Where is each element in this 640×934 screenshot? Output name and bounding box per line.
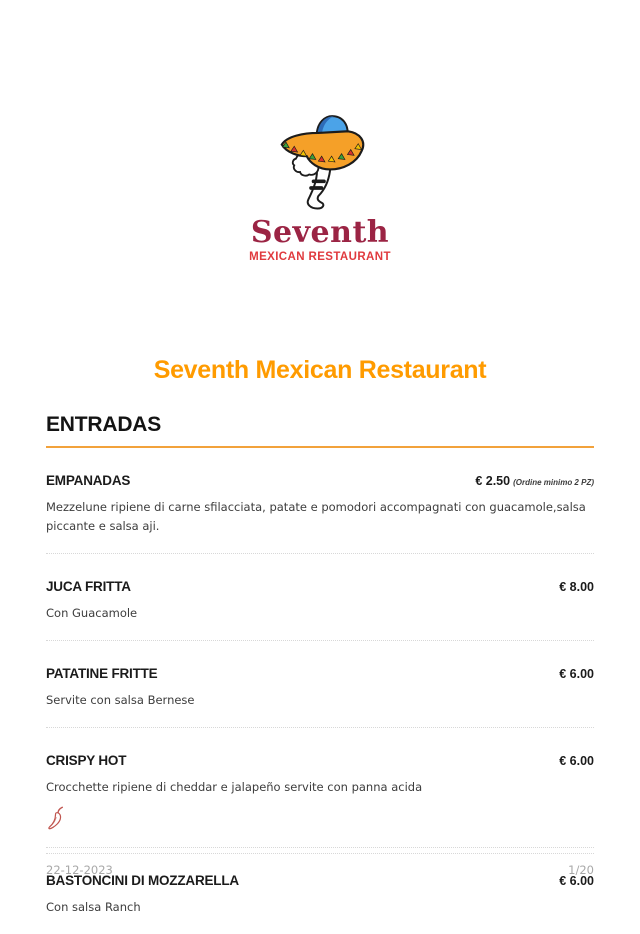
item-price	[559, 750, 594, 769]
price-value: € 2.50	[475, 474, 511, 488]
page-footer	[46, 853, 594, 877]
item-description: Con Guacamole	[46, 605, 138, 620]
footer-date: 22-12-2023	[46, 863, 113, 877]
item-description: Con salsa Ranch	[46, 899, 141, 914]
item-description: Servite con salsa Bernese	[46, 692, 195, 707]
menu-item-crispy-hot	[46, 728, 594, 848]
item-price	[559, 663, 594, 682]
price-note: (Ordine minimo 2 PZ)	[513, 478, 594, 487]
price-value: € 6.00	[559, 873, 594, 888]
item-price	[475, 470, 594, 489]
item-head	[46, 663, 594, 682]
item-name: PATATINE FRITTE	[46, 665, 158, 681]
brand-name: Seventh	[250, 215, 390, 250]
item-head	[46, 470, 594, 489]
price-value: € 8.00	[559, 579, 594, 594]
menu-item-empanadas	[46, 448, 594, 554]
footer-page-number: 1/20	[568, 863, 594, 877]
section-title-entradas: ENTRADAS	[46, 413, 594, 448]
item-name: CRISPY HOT	[46, 752, 127, 768]
menu-item-juca-fritta	[46, 554, 594, 641]
item-head	[46, 576, 594, 595]
menu-item-patatine-fritte	[46, 641, 594, 728]
item-head	[46, 750, 594, 769]
price-value: € 6.00	[559, 753, 594, 768]
sombrero-character-icon	[270, 108, 370, 216]
brand-subtitle: MEXICAN RESTAURANT	[249, 251, 391, 263]
item-name: JUCA FRITTA	[46, 578, 131, 594]
restaurant-logo	[0, 0, 640, 263]
spicy-indicator	[46, 806, 594, 830]
item-price	[559, 576, 594, 595]
chili-icon	[46, 806, 65, 830]
item-description: Crocchette ripiene di cheddar e jalapeño servite con panna acida	[46, 779, 423, 794]
price-value: € 6.00	[559, 666, 594, 681]
page-title: Seventh Mexican Restaurant	[153, 356, 487, 384]
item-description: Mezzelune ripiene di carne sfilacciata, patate e pomodori accompagnati con guacamole,salsa piccante e salsa aji.	[46, 500, 586, 533]
item-name: BASTONCINI DI MOZZARELLA	[46, 872, 239, 888]
item-name: EMPANADAS	[46, 473, 131, 488]
